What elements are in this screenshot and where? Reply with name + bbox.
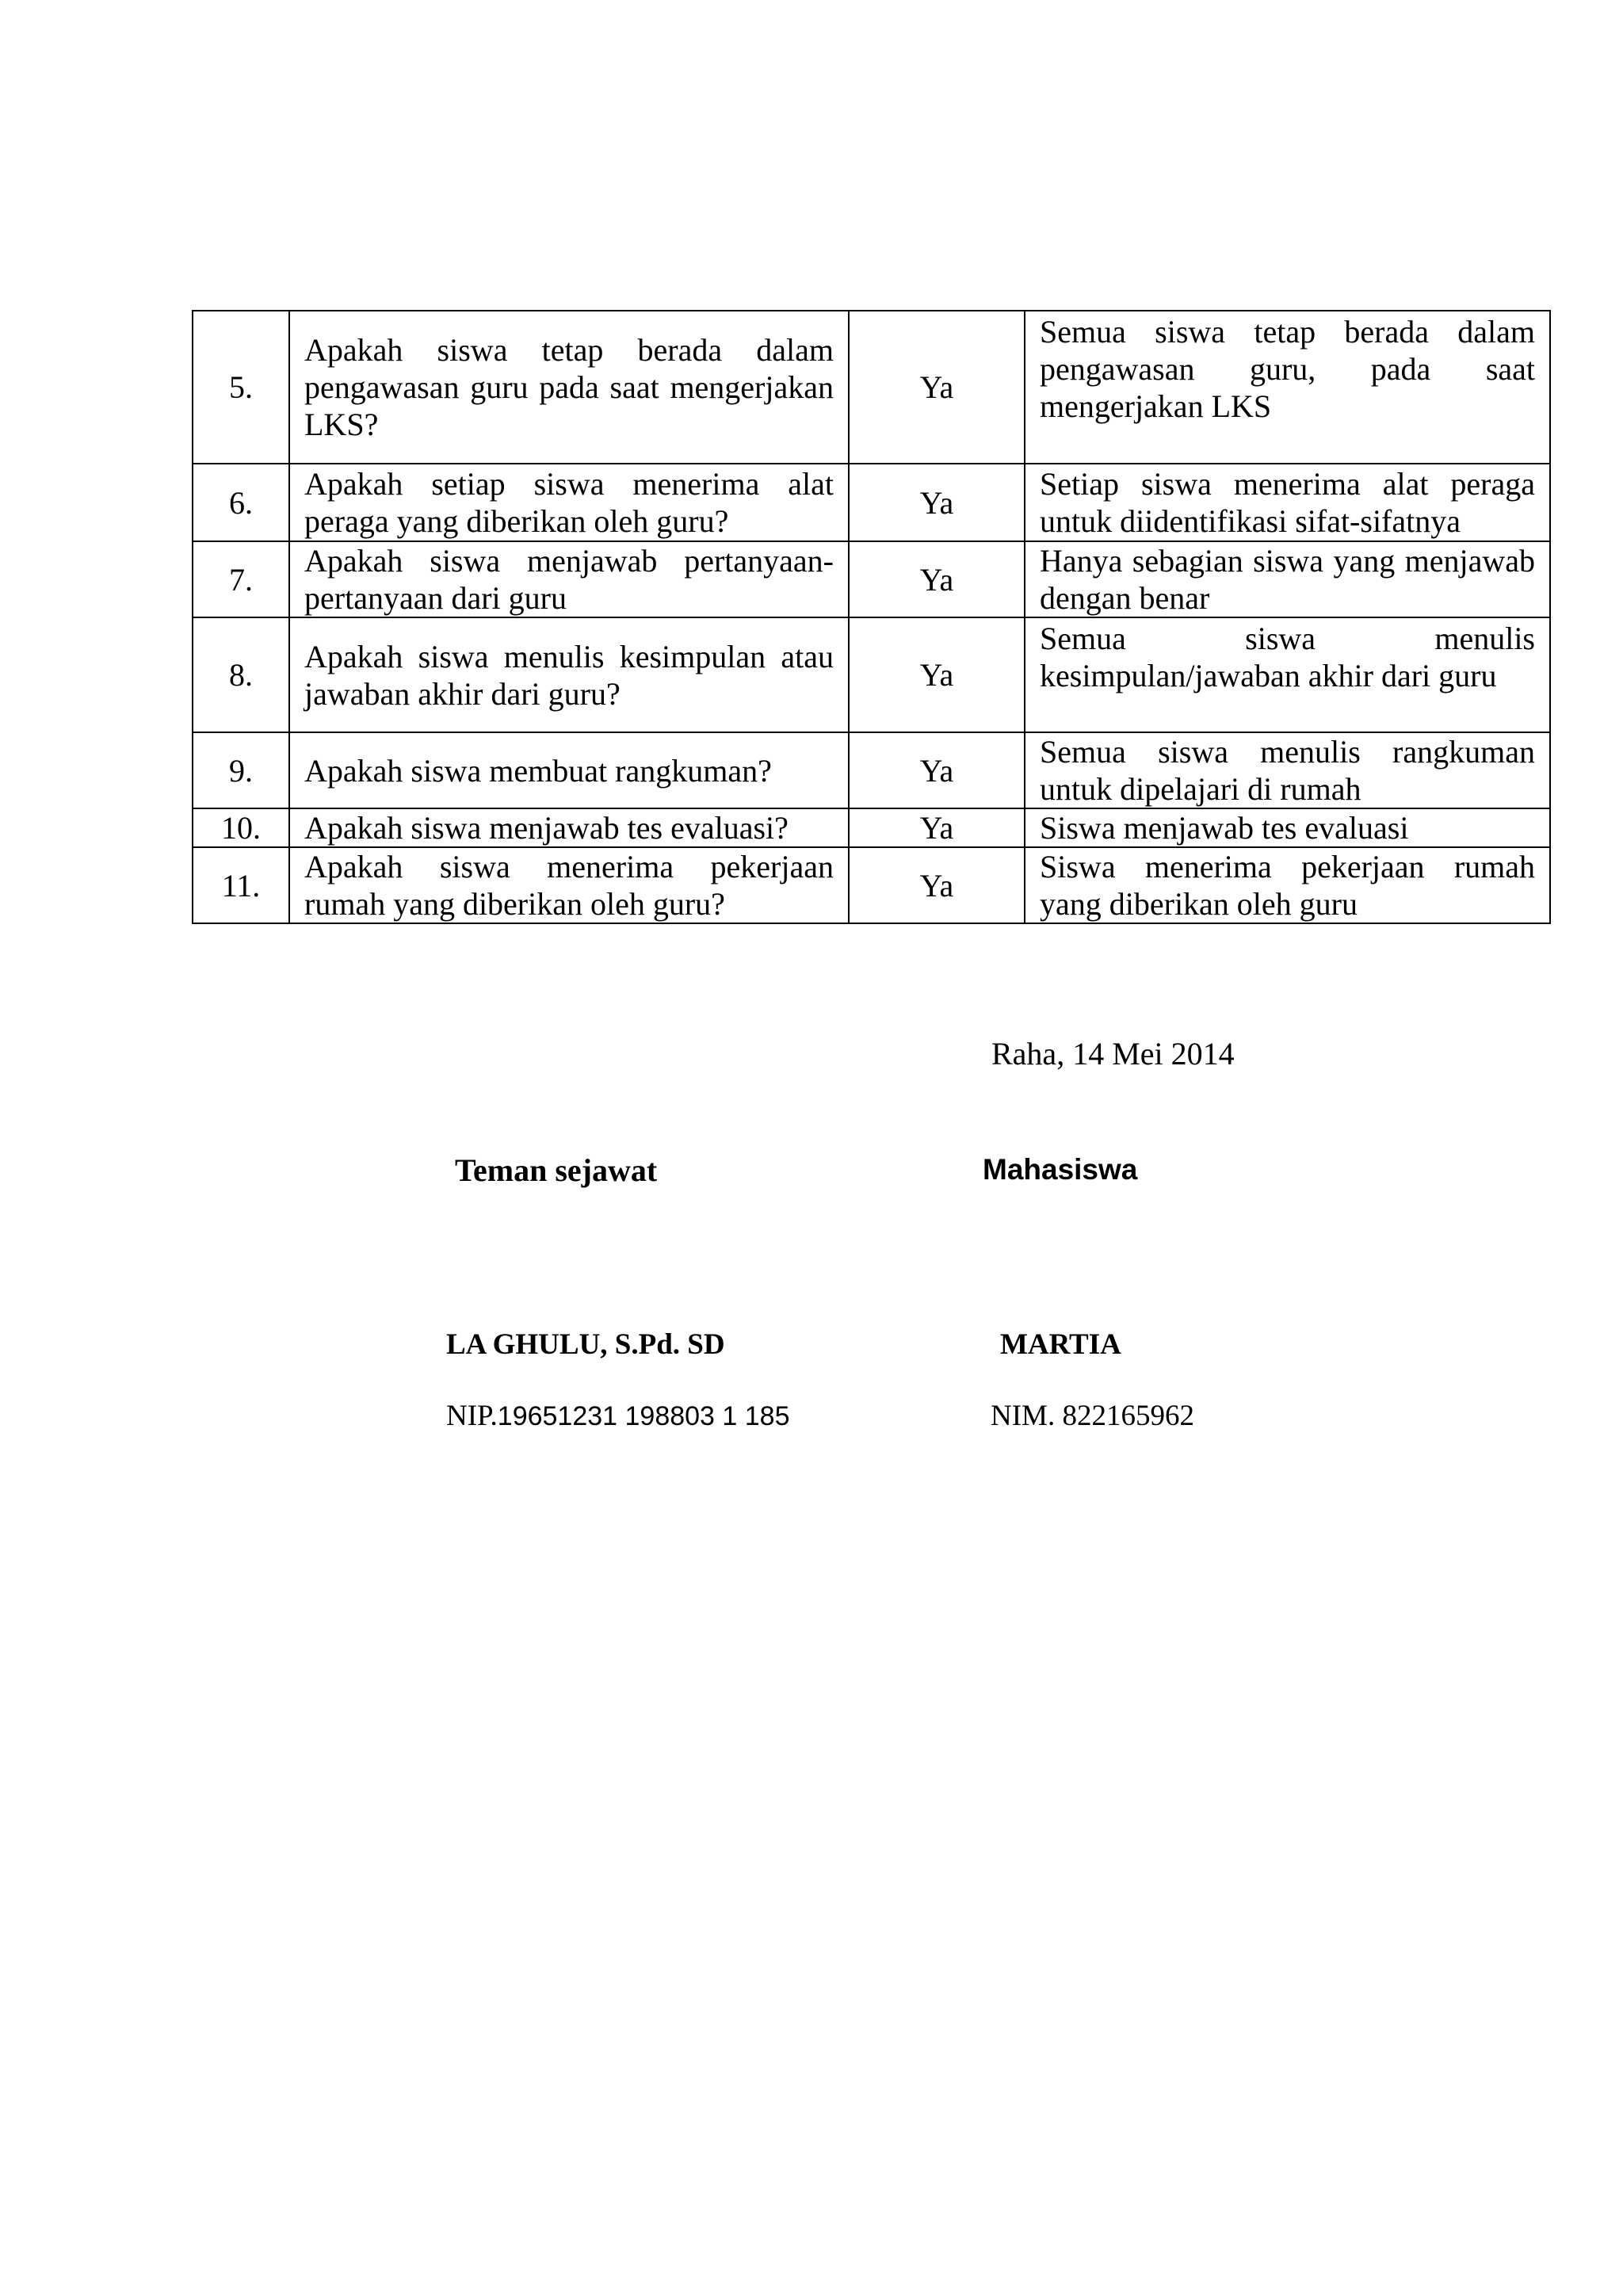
- row-note: Hanya sebagian siswa yang menjawab dengan benar: [1025, 541, 1550, 617]
- row-answer: Ya: [849, 311, 1025, 464]
- table-row: [193, 311, 1550, 464]
- observation-table: [192, 310, 1551, 924]
- row-question: Apakah siswa menulis kesimpulan atau jawaban akhir dari guru?: [289, 617, 849, 732]
- nip-value: 19651231 198803 1 185: [497, 1401, 790, 1431]
- row-question: Apakah siswa membuat rangkuman?: [289, 732, 849, 808]
- row-question: Apakah siswa menjawab pertanyaan-pertanyaan dari guru: [289, 541, 849, 617]
- table-row: [193, 847, 1550, 923]
- table-row: [193, 464, 1550, 541]
- row-note: Siswa menjawab tes evaluasi: [1025, 808, 1550, 847]
- row-note: Semua siswa menulis rangkuman untuk dipelajari di rumah: [1025, 732, 1550, 808]
- row-question: Apakah siswa menerima pekerjaan rumah yang diberikan oleh guru?: [289, 847, 849, 923]
- nip-label: NIP.: [446, 1400, 498, 1432]
- row-number: 6.: [193, 464, 289, 541]
- row-number: 10.: [193, 808, 289, 847]
- row-answer: Ya: [849, 732, 1025, 808]
- row-note: Siswa menerima pekerjaan rumah yang diberikan oleh guru: [1025, 847, 1550, 923]
- table-row: [193, 617, 1550, 732]
- nim-value: 822165962: [1062, 1400, 1194, 1432]
- row-question: Apakah siswa tetap berada dalam pengawasan guru pada saat mengerjakan LKS?: [289, 311, 849, 464]
- table-row: [193, 808, 1550, 847]
- left-signatory-role: Teman sejawat: [455, 1152, 658, 1188]
- right-signatory-name: MARTIA: [1000, 1328, 1121, 1361]
- row-number: 7.: [193, 541, 289, 617]
- right-signatory-nim: [991, 1399, 1194, 1433]
- row-answer: Ya: [849, 847, 1025, 923]
- row-number: 9.: [193, 732, 289, 808]
- right-signatory-role: Mahasiswa: [983, 1153, 1138, 1186]
- row-answer: Ya: [849, 617, 1025, 732]
- row-question: Apakah siswa menjawab tes evaluasi?: [289, 808, 849, 847]
- row-number: 8.: [193, 617, 289, 732]
- row-note: Semua siswa tetap berada dalam pengawasan guru, pada saat mengerjakan LKS: [1025, 311, 1550, 464]
- nim-label: NIM.: [991, 1400, 1056, 1432]
- row-number: 11.: [193, 847, 289, 923]
- row-answer: Ya: [849, 808, 1025, 847]
- row-answer: Ya: [849, 464, 1025, 541]
- table-row: [193, 541, 1550, 617]
- row-note: Semua siswa menulis kesimpulan/jawaban akhir dari guru: [1025, 617, 1550, 732]
- left-signatory-name: LA GHULU, S.Pd. SD: [446, 1328, 725, 1361]
- row-number: 5.: [193, 311, 289, 464]
- table-row: [193, 732, 1550, 808]
- row-answer: Ya: [849, 541, 1025, 617]
- row-question: Apakah setiap siswa menerima alat peraga yang diberikan oleh guru?: [289, 464, 849, 541]
- row-note: Setiap siswa menerima alat peraga untuk diidentifikasi sifat-sifatnya: [1025, 464, 1550, 541]
- place-date: Raha, 14 Mei 2014: [991, 1036, 1235, 1072]
- left-signatory-nip: [446, 1399, 790, 1433]
